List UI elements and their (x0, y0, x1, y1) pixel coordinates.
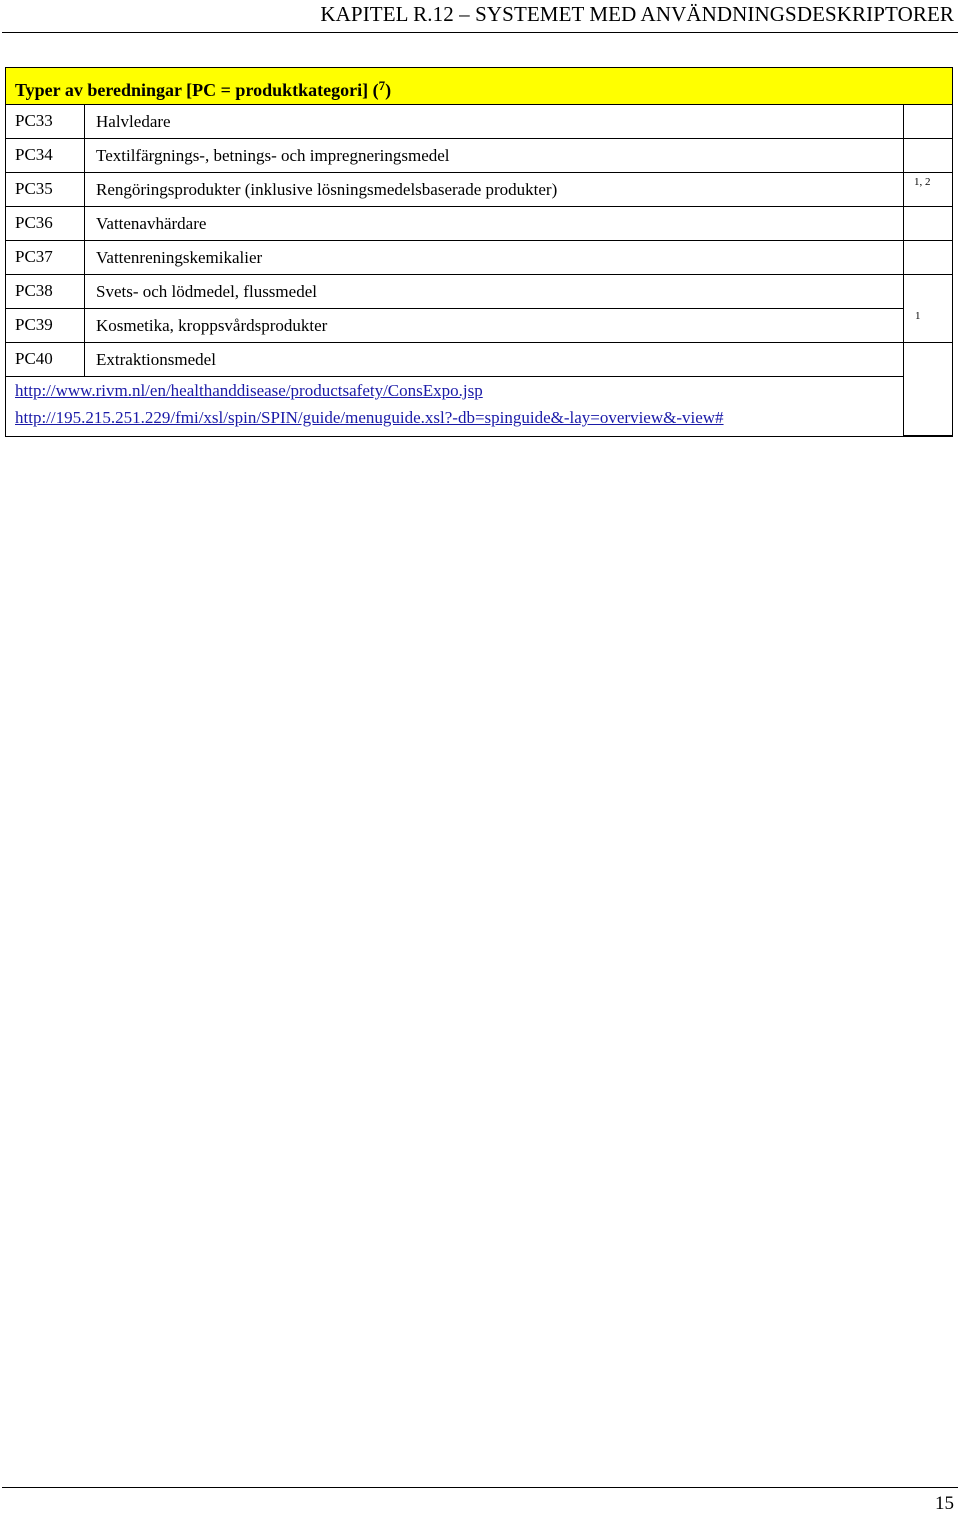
table-row (6, 207, 904, 241)
table-row (6, 139, 904, 173)
footer-rule (2, 1487, 958, 1488)
footnote-ref: 1 (915, 310, 921, 322)
category-code: PC36 (6, 207, 85, 240)
category-description: Svets- och lödmedel, flussmedel (96, 282, 317, 301)
category-description: Vattenreningskemikalier (96, 248, 263, 267)
category-code: PC39 (6, 309, 85, 342)
table-title-close: ) (385, 80, 392, 100)
spin-database-link[interactable]: http://195.215.251.229/fmi/xsl/spin/SPIN/guide/menuguide.xsl?-db=spinguide&-lay=overview&-view# (15, 408, 724, 427)
table-title-band (6, 68, 953, 105)
header-rule (2, 32, 958, 33)
consexpo-link[interactable]: http://www.rivm.nl/en/healthanddisease/productsafety/ConsExpo.jsp (15, 381, 483, 400)
running-header: KAPITEL R.12 – SYSTEMET MED ANVÄNDNINGSDESKRIPTORER (320, 2, 954, 26)
category-description: Textilfärgnings-, betnings- och impregneringsmedel (96, 146, 450, 165)
ref-cell (904, 275, 952, 343)
product-category-table (5, 67, 953, 437)
ref-cell (904, 207, 952, 241)
table-row (6, 241, 904, 275)
ref-cell (904, 105, 952, 139)
footnote-ref: 7 (378, 78, 386, 93)
category-code: PC40 (6, 343, 85, 376)
ref-cell (904, 241, 952, 275)
category-description: Vattenavhärdare (96, 214, 207, 233)
category-code: PC33 (6, 105, 85, 138)
ref-cell (904, 173, 952, 207)
category-description: Halvledare (96, 112, 171, 131)
table-row (6, 173, 904, 207)
table-row (6, 105, 904, 139)
category-code: PC37 (6, 241, 85, 274)
table-row (6, 275, 904, 309)
reference-column (903, 105, 953, 436)
category-description: Extraktionsmedel (96, 350, 216, 369)
category-code: PC38 (6, 275, 85, 308)
footnote-ref: 1, 2 (914, 176, 931, 188)
category-description: Rengöringsprodukter (inklusive lösningsmedelsbaserade produkter) (96, 180, 558, 199)
ref-cell (904, 343, 952, 436)
ref-cell (904, 139, 952, 173)
table-title-text: Typer av beredningar [PC = produktkategori] ( (15, 80, 379, 100)
table-title (15, 78, 391, 101)
table-row (6, 343, 904, 377)
category-code: PC34 (6, 139, 85, 172)
page-number: 15 (935, 1493, 954, 1514)
category-description: Kosmetika, kroppsvårdsprodukter (96, 316, 328, 335)
table-row (6, 309, 904, 343)
category-code: PC35 (6, 173, 85, 206)
